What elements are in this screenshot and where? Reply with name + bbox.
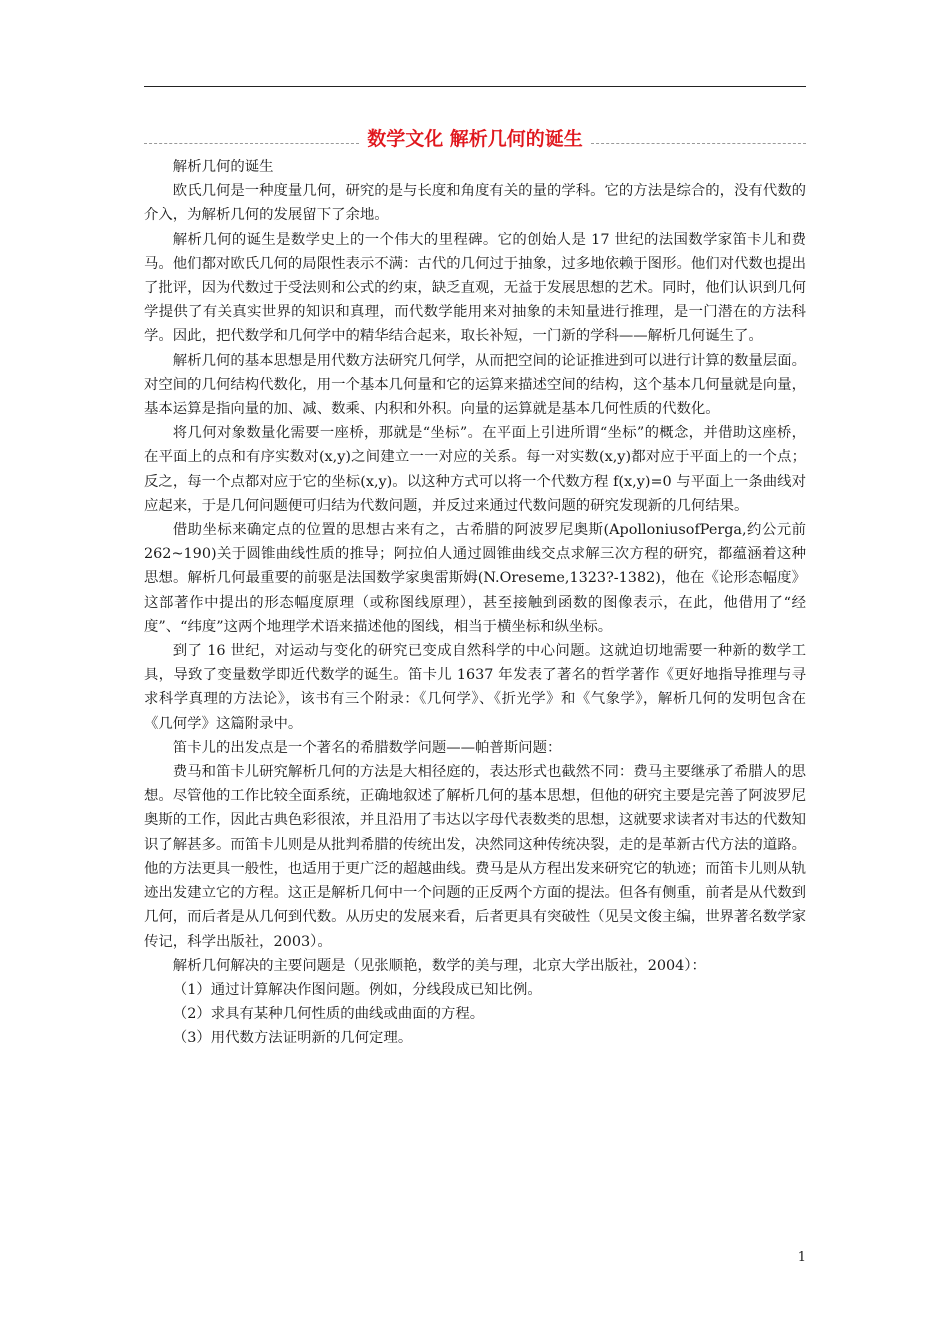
list-item: （3）用代数方法证明新的几何定理。 <box>172 1030 413 1047</box>
title-row <box>144 124 806 150</box>
document-title: 数学文化 解析几何的诞生 <box>367 127 583 150</box>
list-item: （2）求具有某种几何性质的曲线或曲面的方程。 <box>172 1006 485 1023</box>
paragraph: 解析几何解决的主要问题是（见张顺艳，数学的美与理，北京大学出版社，2004）： <box>172 957 706 974</box>
document-body <box>144 155 806 1051</box>
paragraph: 解析几何的诞生是数学史上的一个伟大的里程碑。它的创始人是 17 世纪的法国数学家笛卡儿和费马。他们都对欧氏几何的局限性表示不满：古代的几何过于抽象，过多地依赖于图形。他们对代数也提出了批评，因为代数过于受法则和公式的约束，缺乏直观，无益于发展思想的艺术。同时，他们认识到几何学提供了有关真实世界的知识和真理，而代数学能用来对抽象的未知量进行推理，是一门潜在的方法科学。因此，把代数学和几何学中的精华结合起来，取长补短，一门新的学科——解析几何诞生了。 <box>144 231 806 345</box>
paragraph: 将几何对象数量化需要一座桥，那就是“坐标”。在平面上引进所谓“坐标”的概念，并借助这座桥，在平面上的点和有序实数对(x,y)之间建立一一对应的关系。每一对实数(x,y)都对应于平面上的一个点；反之，每一个点都对应于它的坐标(x,y)。以这种方式可以将一个代数方程 f(x,y)=0 与平面上一条曲线对应起来，于是几何问题便可归结为代数问题，并反过来通过代数问题的研究发现新的几何结果。 <box>144 425 806 514</box>
title-dash-left <box>144 143 359 144</box>
paragraph: 费马和笛卡儿研究解析几何的方法是大相径庭的，表达形式也截然不同：费马主要继承了希腊人的思想。尽管他的工作比较全面系统，正确地叙述了解析几何的基本思想，但他的研究主要是完善了阿波罗尼奥斯的工作，因此古典色彩很浓，并且沿用了韦达以字母代表数类的思想，这就要求读者对韦达的代数知识了解甚多。而笛卡儿则是从批判希腊的传统出发，决然同这种传统决裂，走的是革新古代方法的道路。他的方法更具一般性，也适用于更广泛的超越曲线。费马是从方程出发来研究它的轨迹；而笛卡儿则从轨迹出发建立它的方程。这正是解析几何中一个问题的正反两个方面的提法。但各有侧重，前者是从代数到几何，而后者是从几何到代数。从历史的发展来看，后者更具有突破性（见吴文俊主编，世界著名数学家传记，科学出版社，2003）。 <box>144 764 806 950</box>
title-dash-right <box>591 143 806 144</box>
list-item: （1）通过计算解决作图问题。例如，分线段成已知比例。 <box>172 981 542 998</box>
page-number: 1 <box>797 1250 806 1265</box>
paragraph: 欧氏几何是一种度量几何，研究的是与长度和角度有关的量的学科。它的方法是综合的，没有代数的介入，为解析几何的发展留下了余地。 <box>144 183 806 224</box>
section-heading: 解析几何的诞生 <box>172 159 274 175</box>
paragraph: 笛卡儿的出发点是一个著名的希腊数学问题——帕普斯问题： <box>172 739 562 756</box>
paragraph: 借助坐标来确定点的位置的思想古来有之，古希腊的阿波罗尼奥斯(ApolloniusofPerga,约公元前 262~190)关于圆锥曲线性质的推导；阿拉伯人通过圆锥曲线交点求解三次方程的研究，都蕴涵着这种思想。解析几何最重要的前驱是法国数学家奥雷斯姆(N.Oreseme,1323?-1382)，他在《论形态幅度》这部著作中提出的形态幅度原理（或称图线原理），甚至接触到函数的图像表示，在此，他借用了“经度”、“纬度”这两个地理学术语来描述他的图线，相当于横坐标和纵坐标。 <box>144 522 806 635</box>
header-rule <box>144 86 806 87</box>
paragraph: 解析几何的基本思想是用代数方法研究几何学，从而把空间的论证推进到可以进行计算的数量层面。对空间的几何结构代数化，用一个基本几何量和它的运算来描述空间的结构，这个基本几何量就是向量，基本运算是指向量的加、减、数乘、内积和外积。向量的运算就是基本几何性质的代数化。 <box>144 352 806 418</box>
paragraph: 到了 16 世纪，对运动与变化的研究已变成自然科学的中心问题。这就迫切地需要一种新的数学工具，导致了变量数学即近代数学的诞生。笛卡儿 1637 年发表了著名的哲学著作《更好地指导推理与寻求科学真理的方法论》，该书有三个附录：《几何学》、《折光学》和《气象学》，解析几何的发明包含在《几何学》这篇附录中。 <box>144 643 806 732</box>
